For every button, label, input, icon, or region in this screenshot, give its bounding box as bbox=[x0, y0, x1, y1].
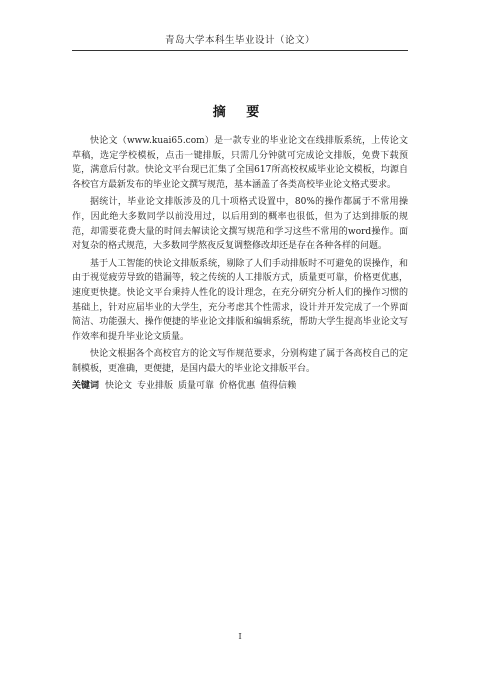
abstract-body bbox=[72, 134, 408, 393]
abstract-paragraph: 快论文根据各个高校官方的论文写作规范要求，分别构建了属于各高校自己的定制模板，更准确，更便捷，是国内最大的毕业论文排版平台。 bbox=[72, 349, 408, 374]
keyword-item: 价格优惠 bbox=[219, 380, 256, 391]
keyword-item: 值得信赖 bbox=[260, 380, 297, 391]
keyword-item: 快论文 bbox=[105, 380, 133, 391]
abstract-paragraph: 据统计，毕业论文排版涉及的几十项格式设置中，80%的操作都属于不常用操作，因此绝大多数同学以前没用过，以后用到的概率也很低，但为了达到排版的规范，却需要花费大量的时间去解读论文撰写规范和学习这些不常用的word操作。面对复杂的格式规范，大多数同学熬夜反复调整修改却还是存在各种各样的问题。 bbox=[72, 197, 408, 252]
abstract-paragraph: 基于人工智能的快论文排版系统，剔除了人们手动排版时不可避免的误操作，和由于视觉疲劳导致的错漏等，较之传统的人工排版方式，质量更可靠，价格更优惠，速度更快捷。快论文平台秉持人性化的设计理念，在充分研究分析人们的操作习惯的基础上，针对应届毕业的大学生，充分考虑其个性需求，设计并开发完成了一个界面简洁、功能强大、操作便捷的毕业论文排版和编辑系统，帮助大学生提高毕业论文写作效率和提升毕业论文质量。 bbox=[72, 258, 408, 342]
abstract-paragraph: 快论文（www.kuai65.com）是一款专业的毕业论文在线排版系统，上传论文草稿，选定学校模板，点击一键排版，只需几分钟就可完成论文排版，免费下载预览，满意后付款。快论文平台现已汇集了全国617所高校权威毕业论文模板，均源自各校官方最新发布的毕业论文撰写规范，基本涵盖了各类高校毕业论文格式要求。 bbox=[72, 136, 408, 190]
keywords-line bbox=[72, 379, 408, 394]
page-number: I bbox=[238, 632, 242, 642]
abstract-title: 摘 要 bbox=[212, 105, 268, 120]
header-rule bbox=[72, 50, 408, 51]
keywords-label: 关键词 bbox=[72, 380, 100, 391]
keyword-item: 质量可靠 bbox=[178, 380, 215, 391]
running-header: 青岛大学本科生毕业设计（论文） bbox=[164, 35, 315, 46]
keyword-item: 专业排版 bbox=[137, 380, 174, 391]
